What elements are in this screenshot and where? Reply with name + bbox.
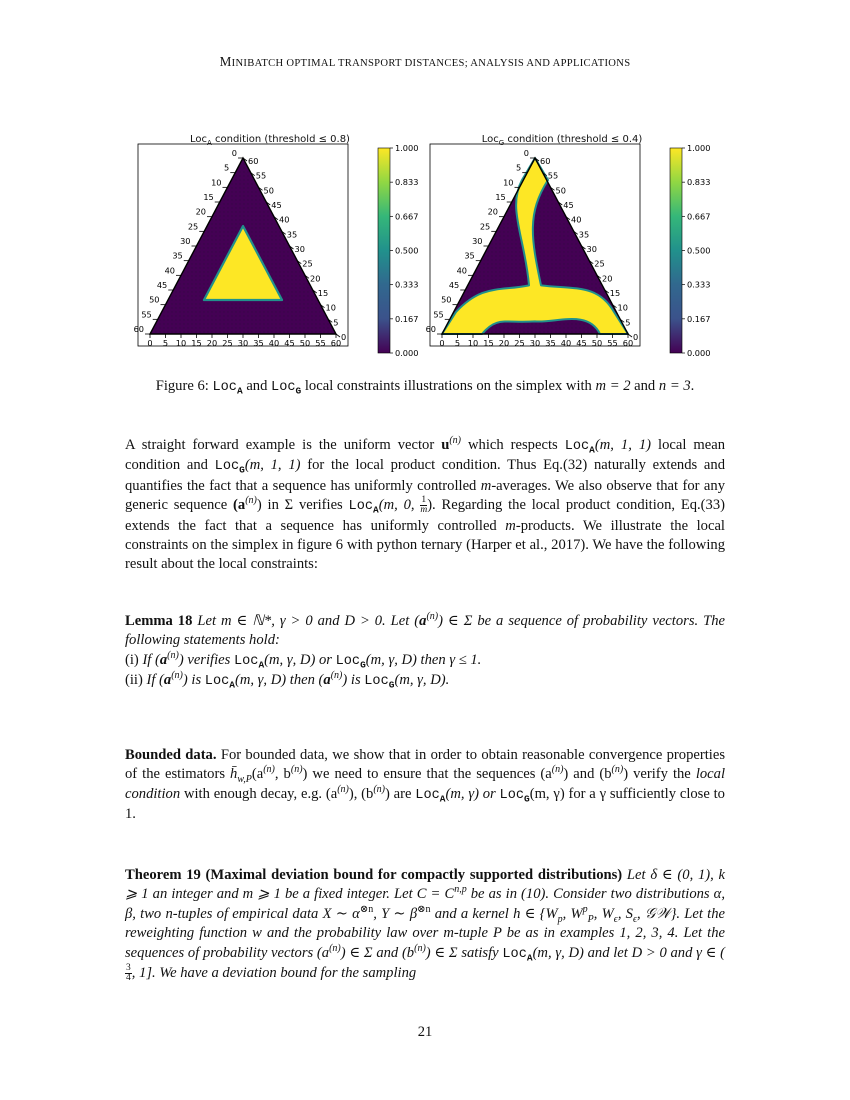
theorem-sup: ⊗n xyxy=(417,903,431,915)
left-tick-label: 20 xyxy=(195,206,206,217)
bottom-tick-label: 45 xyxy=(284,338,295,348)
theorem-frac-num: 3 xyxy=(126,963,131,974)
right-tick-label: 50 xyxy=(555,185,566,196)
paragraph-bounded-data xyxy=(125,746,725,825)
caption-loc-a: Loc xyxy=(212,380,237,395)
lemma-text: ) ∈ Σ be a sequence of probability vectors. The following statements hold: xyxy=(125,613,725,649)
theorem-frac-den: 4 xyxy=(126,973,131,984)
bottom-tick-label: 30 xyxy=(529,338,541,348)
p1-text: for the local product condition. Thus Eq.(32) naturally extends and quantifies the fact that a sequence has uniformly controlled xyxy=(125,457,725,494)
right-tick xyxy=(628,334,632,337)
theorem-text: , Y ∼ β xyxy=(373,905,418,922)
colorbar-tick-label: 0.167 xyxy=(687,313,711,324)
p1-text: -products. We illustrate the local constraints on the simplex in figure 6 with python ternary (Harper et al., 2017). We have the following result about the local constraints: xyxy=(125,517,725,573)
left-tick-label: 15 xyxy=(203,192,214,202)
colorbar-tick-label: 0.333 xyxy=(395,279,419,290)
left-tick-label: 30 xyxy=(180,236,191,246)
right-ternary-panel xyxy=(426,143,711,358)
left-tick-label: 45 xyxy=(156,280,168,290)
right-tick-label: 5 xyxy=(625,317,631,328)
right-tick-label: 60 xyxy=(248,156,259,166)
bounded-text: ) are xyxy=(385,785,416,802)
caption-loc-a-sub: A xyxy=(236,385,243,397)
p1-frac-den: m xyxy=(420,505,428,516)
theorem-fraction xyxy=(125,964,132,983)
bottom-tick-label: 25 xyxy=(222,338,233,348)
lemma-text: (m, γ, D) or xyxy=(264,651,336,668)
p1-args: (m, 1, 1) xyxy=(594,437,652,453)
bottom-tick-label: 60 xyxy=(330,338,342,348)
p1-text: A straight forward example is the uniform vector xyxy=(125,437,442,453)
bounded-sup: (n) xyxy=(263,764,275,776)
left-panel-title xyxy=(170,134,370,145)
p1-loc-sub: G xyxy=(239,465,245,477)
bottom-tick-label: 55 xyxy=(315,338,326,348)
colorbar-tick-label: 0.333 xyxy=(687,279,711,290)
caption-loc-g: Loc xyxy=(271,380,296,395)
theorem-text: , 𝒢𝒲}. Let the reweighting function w and the probability law over m-tuple P be as in examples 1, 2, 3, 4. Let the sequences of probability vectors (a xyxy=(125,905,725,961)
right-tick-label: 10 xyxy=(325,302,336,313)
p1-m: m xyxy=(480,477,492,494)
right-tick-label: 20 xyxy=(310,273,321,284)
left-title-pre: Loc xyxy=(190,134,208,145)
right-tick-label: 20 xyxy=(602,273,613,284)
bounded-sup: (n) xyxy=(611,764,624,776)
bounded-sup: (n) xyxy=(551,764,564,776)
theorem-sup: (n) xyxy=(329,942,341,954)
theorem-sup: n,p xyxy=(454,884,467,896)
ternary-figure xyxy=(133,130,718,360)
theorem-sup: ⊗n xyxy=(359,903,374,915)
left-tick-label: 30 xyxy=(472,236,483,246)
bottom-tick-label: 20 xyxy=(206,338,218,348)
right-tick-label: 50 xyxy=(263,185,274,196)
caption-m: m = 2 xyxy=(595,378,631,394)
bounded-text: with enough decay, e.g. (a xyxy=(180,785,338,802)
p1-loc-sub: A xyxy=(589,444,595,456)
lemma-loc-sub: G xyxy=(360,659,366,671)
bounded-text: (m, γ) or xyxy=(445,785,500,802)
theorem-19 xyxy=(125,866,725,983)
right-tick-label: 35 xyxy=(286,229,298,240)
bottom-tick-label: 10 xyxy=(175,338,187,348)
p1-a: (a xyxy=(233,497,246,514)
left-tick-label: 50 xyxy=(149,294,160,305)
theorem-text: Let δ ∈ (0, 1), k ⩾ 1 an integer and m ⩾ 1 be a fixed integer. Let C = C xyxy=(125,867,725,903)
p1-close: ). xyxy=(427,497,436,514)
lemma-item-ii: (ii) xyxy=(125,672,147,689)
feasible-region xyxy=(442,158,631,334)
left-tick-label: 20 xyxy=(487,206,498,217)
lemma-sup: (n) xyxy=(171,670,183,682)
lemma-item-i: (i) xyxy=(125,651,143,668)
bounded-text: ) we need to ensure that the sequences (a xyxy=(302,766,552,783)
bottom-tick-label: 50 xyxy=(591,338,603,348)
right-tick-label: 25 xyxy=(302,258,313,269)
right-tick-label: 0 xyxy=(341,332,347,342)
p1-loc: Loc xyxy=(564,439,590,454)
colorbar-tick-label: 0.833 xyxy=(687,177,711,188)
lemma-text: (m, γ, D) then ( xyxy=(234,672,324,689)
colorbar-tick-label: 0.500 xyxy=(395,245,419,256)
right-panel-title xyxy=(462,134,662,145)
colorbar-tick-label: 1.000 xyxy=(687,143,711,153)
bounded-loc-sub: A xyxy=(439,793,446,805)
theorem-sub: ϵ xyxy=(632,913,638,925)
paragraph-local-constraints xyxy=(125,436,725,575)
left-tick-label: 5 xyxy=(224,162,230,173)
right-title-post: condition (threshold ≤ 0.4) xyxy=(504,134,643,145)
theorem-sub: ϵ xyxy=(613,913,618,925)
right-tick-label: 0 xyxy=(633,332,639,342)
colorbar xyxy=(378,148,390,353)
p1-text: in Σ verifies xyxy=(261,497,349,514)
right-tick-label: 60 xyxy=(540,156,551,166)
left-tick-label: 50 xyxy=(441,294,452,305)
colorbar-tick-label: 0.667 xyxy=(687,211,711,222)
theorem-text: (m, γ, D) and let D > 0 and γ ∈ ( xyxy=(532,944,725,961)
left-tick-label: 15 xyxy=(495,192,506,202)
left-tick-label: 0 xyxy=(523,148,529,158)
bottom-tick-label: 40 xyxy=(268,338,280,348)
lemma-text: (m, γ, D) then γ ≤ 1. xyxy=(365,651,482,668)
lemma-text: If ( xyxy=(142,651,160,668)
colorbar-tick-label: 0.000 xyxy=(687,348,711,358)
right-tick-label: 30 xyxy=(586,244,597,254)
p1-frac-num: 1 xyxy=(421,495,427,506)
lemma-text: Let m ∈ ℕ*, γ > 0 and D > 0. Let ( xyxy=(192,613,420,629)
lemma-loc: Loc xyxy=(233,653,259,669)
left-tick-label: 10 xyxy=(503,177,514,188)
running-head-text: INIBATCH OPTIMAL TRANSPORT DISTANCES; ANALYSIS AND APPLICATIONS xyxy=(231,58,631,69)
left-title-post: condition (threshold ≤ 0.8) xyxy=(211,134,350,145)
p1-loc: Loc xyxy=(348,499,374,515)
bounded-loc-sub: G xyxy=(524,793,530,805)
bottom-tick-label: 10 xyxy=(467,338,479,348)
bottom-tick-label: 40 xyxy=(560,338,572,348)
theorem-text: , W xyxy=(562,905,583,922)
bottom-tick-label: 45 xyxy=(576,338,587,348)
colorbar-tick-label: 1.000 xyxy=(395,143,419,153)
figure-6 xyxy=(133,130,718,360)
lemma-sup: (n) xyxy=(167,649,179,661)
colorbar-tick-label: 0.833 xyxy=(395,177,419,188)
bounded-loc: Loc xyxy=(415,787,440,803)
left-tick-label: 40 xyxy=(164,265,175,276)
running-head-initial: M xyxy=(219,54,232,69)
p1-loc: Loc xyxy=(214,459,240,475)
p1-u-sup: (n) xyxy=(449,435,461,447)
theorem-loc-sub: A xyxy=(526,952,533,964)
lemma-label: Lemma 18 xyxy=(125,613,193,629)
left-tick-label: 40 xyxy=(456,265,467,276)
right-tick xyxy=(336,334,340,337)
right-tick-label: 35 xyxy=(578,229,590,240)
lemma-text: ) is xyxy=(182,672,205,689)
colorbar-tick-label: 0.000 xyxy=(395,348,419,358)
right-tick-label: 30 xyxy=(294,244,305,254)
lemma-sup: (n) xyxy=(426,611,439,623)
caption-loc-g-sub: G xyxy=(295,385,302,397)
lemma-loc: Loc xyxy=(364,674,389,690)
theorem-text: , W xyxy=(593,905,614,922)
lemma-text: (m, γ, D). xyxy=(394,672,450,689)
bottom-tick-label: 0 xyxy=(147,338,153,348)
left-tick-label: 60 xyxy=(425,324,436,334)
p1-loc-sub: A xyxy=(373,504,379,516)
bottom-tick-label: 60 xyxy=(622,338,634,348)
figure-caption xyxy=(0,378,850,395)
left-tick-label: 55 xyxy=(433,309,444,320)
theorem-text: , S xyxy=(617,905,633,922)
right-tick-label: 5 xyxy=(333,317,339,328)
lemma-loc-sub: A xyxy=(258,659,265,671)
bounded-text: , b xyxy=(274,766,291,783)
right-tick-label: 45 xyxy=(271,200,282,210)
theorem-text: and a kernel h ∈ {W xyxy=(430,905,558,922)
lemma-loc: Loc xyxy=(335,653,361,669)
colorbar-tick-label: 0.667 xyxy=(395,211,419,222)
p1-text: which respects xyxy=(461,437,565,453)
caption-and-2: and xyxy=(630,378,659,394)
running-head xyxy=(0,54,850,70)
left-tick-label: 10 xyxy=(211,177,222,188)
bottom-tick-label: 25 xyxy=(514,338,525,348)
bottom-tick-label: 35 xyxy=(545,338,556,348)
right-tick-label: 25 xyxy=(594,258,605,269)
p1-paren: ) xyxy=(256,497,262,514)
left-title-sub: A xyxy=(207,139,212,147)
lemma-text: If ( xyxy=(146,672,164,689)
lemma-a: a xyxy=(163,672,172,689)
bounded-sup: (n) xyxy=(373,783,386,795)
p1-text: Regarding the local product condition, Eq.(33) extends the fact that a sequence has uniformly controlled xyxy=(125,497,725,534)
bounded-sup: (n) xyxy=(290,764,303,776)
lemma-text: ) verifies xyxy=(178,651,234,668)
bottom-tick-label: 30 xyxy=(237,338,249,348)
lemma-text: ) is xyxy=(342,672,365,689)
p1-args: (m, 0, xyxy=(378,497,421,514)
bottom-tick-label: 55 xyxy=(607,338,618,348)
right-tick-label: 55 xyxy=(547,170,559,181)
bottom-tick-label: 15 xyxy=(191,338,202,348)
lemma-sup: (n) xyxy=(330,670,343,682)
bounded-local-condition: local condition xyxy=(125,766,725,802)
left-tick-label: 5 xyxy=(516,162,522,173)
bounded-text: ) verify the xyxy=(623,766,696,783)
bottom-tick-label: 35 xyxy=(253,338,264,348)
right-tick-label: 45 xyxy=(563,200,574,210)
caption-text: local constraints illustrations on the simplex with xyxy=(301,378,596,394)
lemma-a: a xyxy=(159,651,168,668)
right-tick-label: 15 xyxy=(609,288,621,298)
lemma-loc: Loc xyxy=(204,674,230,690)
lemma-18 xyxy=(125,612,725,692)
theorem-sub: P xyxy=(587,913,594,925)
theorem-text: , 1]. We have a deviation bound for the sampling xyxy=(131,965,417,982)
left-tick-label: 0 xyxy=(231,148,237,158)
bounded-text: (a xyxy=(251,766,264,783)
colorbar-tick-label: 0.500 xyxy=(687,245,711,256)
right-tick-label: 40 xyxy=(571,214,582,225)
right-tick-label: 40 xyxy=(279,214,290,225)
right-title-pre: Loc xyxy=(481,134,499,145)
caption-end: . xyxy=(690,378,695,394)
theorem-label: Theorem 19 (Maximal deviation bound for compactly supported distributions) xyxy=(125,867,623,883)
page-number: 21 xyxy=(417,1024,433,1040)
bottom-tick-label: 5 xyxy=(162,338,169,348)
right-title-sub: G xyxy=(498,139,505,147)
left-tick-label: 60 xyxy=(133,324,144,334)
left-tick-label: 35 xyxy=(172,250,183,261)
theorem-sup: p xyxy=(582,903,588,915)
p1-m: m xyxy=(505,517,516,534)
theorem-text: ) ∈ Σ satisfy xyxy=(425,944,503,961)
bottom-tick-label: 15 xyxy=(483,338,494,348)
p1-u: u xyxy=(441,437,450,453)
bounded-text: ), (b xyxy=(348,785,374,802)
p1-args: (m, 1, 1) xyxy=(244,457,301,474)
bounded-heading: Bounded data. xyxy=(125,747,217,763)
left-tick-label: 25 xyxy=(479,221,491,232)
theorem-text: be as in (10). Consider two distributions α, β, two n-tuples of empirical data X ∼ α xyxy=(125,886,725,922)
bottom-tick-label: 0 xyxy=(439,338,445,348)
bounded-h: h̄ xyxy=(230,766,238,783)
bounded-text: ) and (b xyxy=(563,766,612,783)
caption-n: n = 3 xyxy=(658,378,691,394)
theorem-sub: p xyxy=(557,913,563,925)
p1-text: -averages. We also observe that for any generic sequence xyxy=(125,477,725,514)
bounded-h-sub: w,P xyxy=(237,774,252,786)
lemma-loc-sub: A xyxy=(229,679,235,691)
bottom-tick-label: 50 xyxy=(299,338,311,348)
bounded-loc: Loc xyxy=(499,787,525,803)
lemma-loc-sub: G xyxy=(388,679,395,691)
colorbar-tick-label: 0.167 xyxy=(395,313,419,324)
right-tick-label: 15 xyxy=(317,288,329,298)
left-tick-label: 55 xyxy=(141,309,152,320)
caption-and: and xyxy=(242,378,272,394)
p1-a-sup: (n) xyxy=(245,495,257,507)
bounded-text: For bounded data, we show that in order to obtain reasonable convergence properties of the estimators xyxy=(125,747,725,783)
bottom-tick-label: 5 xyxy=(454,338,461,348)
left-ternary-panel xyxy=(134,143,419,358)
lemma-a: a xyxy=(323,672,331,689)
theorem-sup: (n) xyxy=(414,942,426,954)
left-tick-label: 45 xyxy=(448,280,460,290)
theorem-text: ) ∈ Σ and (b xyxy=(340,944,415,961)
p1-text: local mean condition and xyxy=(125,437,726,474)
left-tick-label: 35 xyxy=(464,250,475,261)
right-tick-label: 55 xyxy=(255,170,267,181)
bottom-tick-label: 20 xyxy=(498,338,510,348)
caption-label: Figure 6: xyxy=(155,378,209,394)
left-tick-label: 25 xyxy=(187,221,199,232)
bounded-text: (m, γ) for a γ sufficiently close to 1. xyxy=(125,785,725,823)
colorbar xyxy=(670,148,682,353)
right-tick-label: 10 xyxy=(617,302,628,313)
bounded-sup: (n) xyxy=(337,783,349,795)
theorem-loc: Loc xyxy=(502,946,527,962)
lemma-a: a xyxy=(419,613,427,629)
